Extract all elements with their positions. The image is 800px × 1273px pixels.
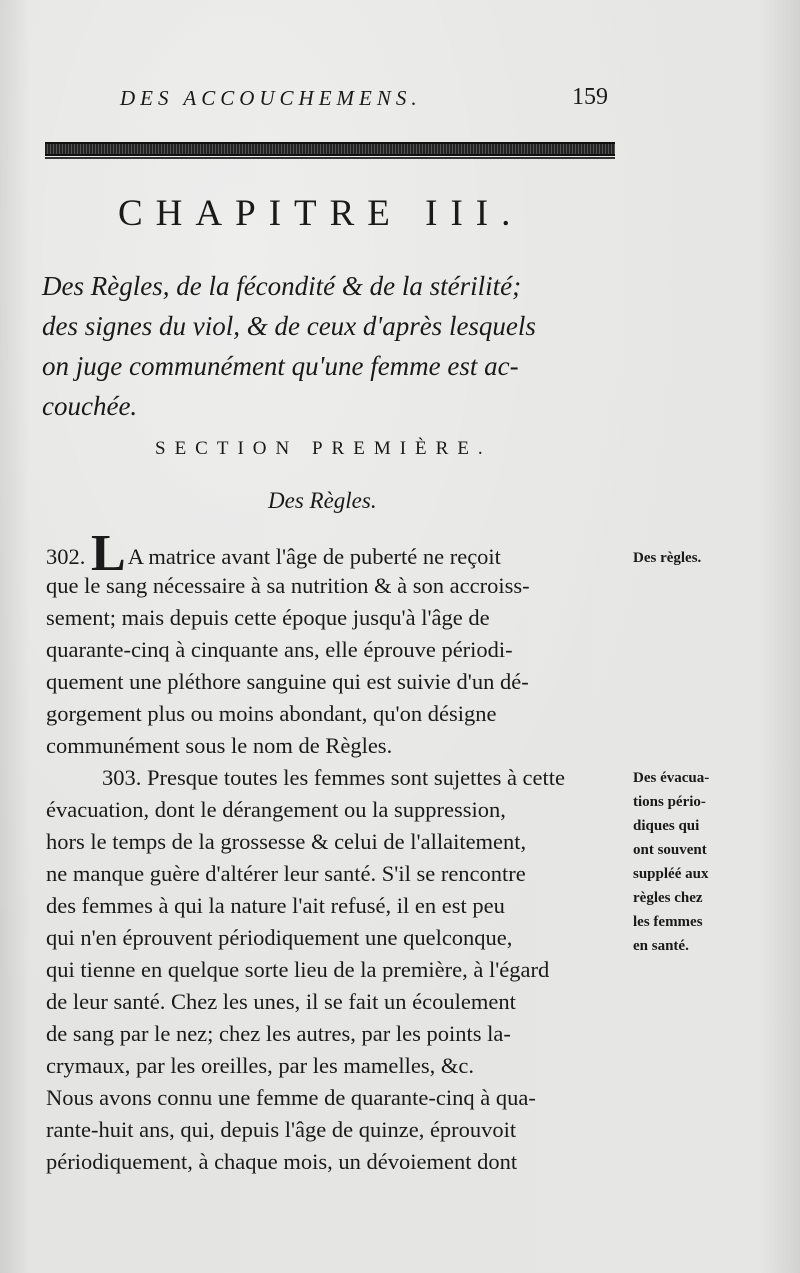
line-text: A matrice avant l'âge de puberté ne reçoit bbox=[127, 544, 501, 569]
margin-note-line: règles chez bbox=[633, 890, 703, 906]
margin-note bbox=[633, 766, 709, 958]
text-line bbox=[46, 525, 636, 582]
paragraph-number: 303. bbox=[102, 765, 142, 790]
chapter-subtitle-line: on juge communément qu'une femme est ac- bbox=[42, 351, 519, 381]
ornamental-rule bbox=[45, 142, 615, 156]
text-line: qui n'en éprouvent périodiquement une quelconque, bbox=[46, 925, 513, 950]
text-line: de leur santé. Chez les unes, il se fait un écoulement bbox=[46, 989, 516, 1014]
margin-note-line: Des évacua- bbox=[633, 770, 710, 786]
rule-underline bbox=[45, 157, 615, 159]
margin-note-line: ont souvent bbox=[633, 842, 707, 858]
text-line: rante-huit ans, qui, depuis l'âge de quinze, éprouvoit bbox=[46, 1117, 517, 1142]
margin-note-line: Des règles. bbox=[633, 550, 702, 566]
text-line: de sang par le nez; chez les autres, par les points la- bbox=[46, 1021, 511, 1046]
text-line: des femmes à qui la nature l'ait refusé, il en est peu bbox=[46, 893, 505, 918]
text-line bbox=[46, 762, 636, 794]
section-subtitle: Des Règles. bbox=[268, 488, 377, 513]
drop-cap: L bbox=[91, 525, 126, 582]
text-line: ne manque guère d'altérer leur santé. S'il se rencontre bbox=[46, 861, 526, 886]
text-line: gorgement plus ou moins abondant, qu'on désigne bbox=[46, 701, 497, 726]
margin-note-line: en santé. bbox=[633, 938, 689, 954]
text-line: quement une pléthore sanguine qui est suivie d'un dé- bbox=[46, 669, 529, 694]
text-line: évacuation, dont le dérangement ou la suppression, bbox=[46, 797, 506, 822]
text-line: Nous avons connu une femme de quarante-cinq à qua- bbox=[46, 1085, 536, 1110]
paragraph-number: 302. bbox=[46, 544, 86, 569]
section-title: SECTION PREMIÈRE. bbox=[155, 438, 492, 459]
margin-note-line: les femmes bbox=[633, 914, 703, 930]
text-line: quarante-cinq à cinquante ans, elle éprouve périodi- bbox=[46, 637, 513, 662]
text-line: communément sous le nom de Règles. bbox=[46, 733, 393, 758]
text-line: crymaux, par les oreilles, par les mamelles, &c. bbox=[46, 1053, 474, 1078]
margin-note bbox=[633, 546, 701, 570]
margin-note-line: tions pério- bbox=[633, 794, 706, 810]
body-text bbox=[46, 525, 636, 1178]
text-line: hors le temps de la grossesse & celui de l'allaitement, bbox=[46, 829, 527, 854]
chapter-subtitle-line: des signes du viol, & de ceux d'après lesquels bbox=[42, 311, 536, 341]
chapter-subtitle-line: couchée. bbox=[42, 391, 138, 421]
line-text: Presque toutes les femmes sont sujettes à cette bbox=[147, 765, 566, 790]
text-line: qui tienne en quelque sorte lieu de la première, à l'égard bbox=[46, 957, 550, 982]
margin-note-line: diques qui bbox=[633, 818, 700, 834]
chapter-title: CHAPITRE III. bbox=[118, 193, 524, 234]
text-line: périodiquement, à chaque mois, un dévoiement dont bbox=[46, 1149, 518, 1174]
margin-note-line: suppléé aux bbox=[633, 866, 709, 882]
page-number: 159 bbox=[572, 84, 608, 110]
chapter-subtitle-line: Des Règles, de la fécondité & de la stérilité; bbox=[42, 271, 522, 301]
text-line: sement; mais depuis cette époque jusqu'à l'âge de bbox=[46, 605, 490, 630]
chapter-subtitle bbox=[42, 266, 632, 426]
text-line: que le sang nécessaire à sa nutrition & à son accroiss- bbox=[46, 573, 530, 598]
running-head: DES ACCOUCHEMENS. bbox=[120, 86, 422, 110]
